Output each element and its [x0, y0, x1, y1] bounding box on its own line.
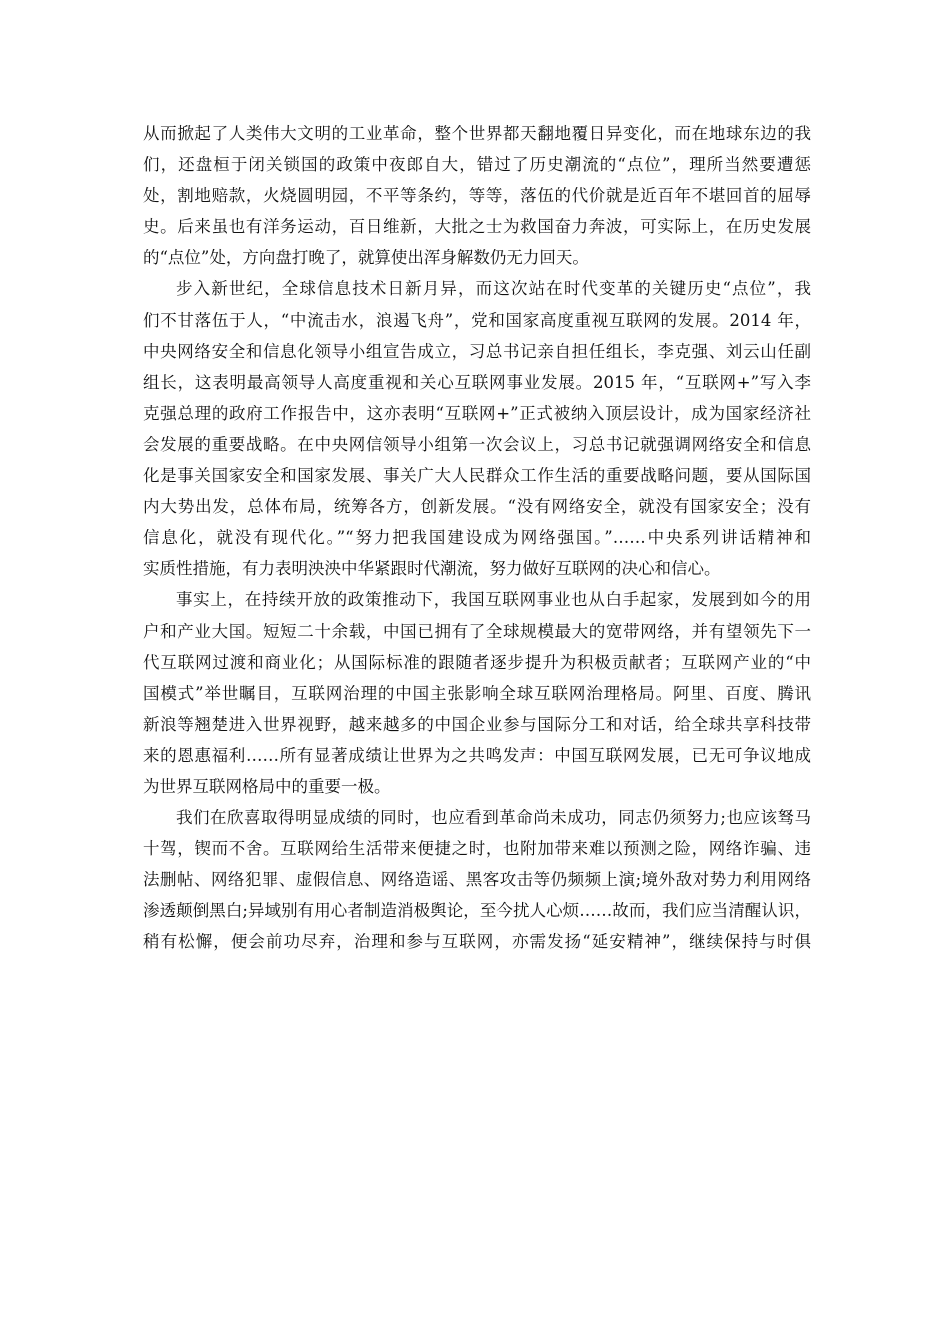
text-line: 们，还盘桓于闭关锁国的政策中夜郎自大，错过了历史潮流的“点位”，理所当然要遭惩: [143, 155, 811, 175]
text-line: 们不甘落伍于人，“中流击水，浪遏飞舟”，党和国家高度重视互联网的发展。2014 年，: [143, 310, 811, 330]
text-line: 法删帖、网络犯罪、虚假信息、网络造谣、黑客攻击等仍频频上演;境外敌对势力利用网络: [143, 870, 811, 890]
text-line: 来的恩惠福利……所有显著成绩让世界为之共鸣发声：中国互联网发展，已无可争议地成: [143, 745, 811, 765]
text-line: 国模式”举世瞩目，互联网治理的中国主张影响全球互联网治理格局。阿里、百度、腾讯: [143, 683, 811, 703]
text-line: 中央网络安全和信息化领导小组宣告成立，习总书记亲自担任组长，李克强、刘云山任副: [143, 341, 811, 361]
paragraph-3: [143, 584, 811, 802]
paragraph-1: [143, 118, 811, 273]
text-line: 实质性措施，有力表明泱泱中华紧跟时代潮流，努力做好互联网的决心和信心。: [143, 559, 721, 579]
text-line: 化是事关国家安全和国家发展、事关广大人民群众工作生活的重要战略问题，要从国际国: [143, 466, 811, 486]
text-line: 稍有松懈，便会前功尽弃，治理和参与互联网，亦需发扬“延安精神”，继续保持与时俱: [143, 932, 811, 952]
document-body: [143, 118, 811, 958]
text-line: 会发展的重要战略。在中央网信领导小组第一次会议上，习总书记就强调网络安全和信息: [143, 434, 811, 454]
text-line: 我们在欣喜取得明显成绩的同时，也应看到革命尚未成功，同志仍须努力;也应该驽马: [176, 808, 811, 828]
text-line: 十驾，锲而不舍。互联网给生活带来便捷之时，也附加带来难以预测之险，网络诈骗、违: [143, 839, 811, 859]
text-line: 的“点位”处，方向盘打晚了，就算使出浑身解数仍无力回天。: [143, 248, 589, 268]
paragraph-4: [143, 802, 811, 957]
text-line: 组长，这表明最高领导人高度重视和关心互联网事业发展。2015 年，“互联网+”写入李: [143, 372, 811, 392]
paragraph-2: [143, 273, 811, 584]
text-line: 新浪等翘楚进入世界视野，越来越多的中国企业参与国际分工和对话，给全球共享科技带: [143, 714, 811, 734]
text-line: 从而掀起了人类伟大文明的工业革命，整个世界都天翻地覆日异变化，而在地球东边的我: [143, 124, 811, 143]
text-line: 内大势出发，总体布局，统筹各方，创新发展。“没有网络安全，就没有国家安全；没有: [143, 497, 811, 517]
text-line: 史。后来虽也有洋务运动，百日维新，大批之士为救国奋力奔波，可实际上，在历史发展: [143, 217, 811, 237]
text-line: 为世界互联网格局中的重要一极。: [143, 776, 391, 796]
text-line: 事实上，在持续开放的政策推动下，我国互联网事业也从白手起家，发展到如今的用: [176, 590, 811, 610]
text-line: 代互联网过渡和商业化；从国际标准的跟随者逐步提升为积极贡献者；互联网产业的“中: [143, 652, 811, 672]
text-line: 克强总理的政府工作报告中，这亦表明“互联网+”正式被纳入顶层设计，成为国家经济社: [143, 403, 811, 423]
text-line: 处，割地赔款，火烧圆明园，不平等条约，等等，落伍的代价就是近百年不堪回首的屈辱: [143, 186, 811, 206]
text-line: 步入新世纪，全球信息技术日新月异，而这次站在时代变革的关键历史“点位”，我: [176, 279, 811, 299]
text-line: 信息化，就没有现代化。”“努力把我国建设成为网络强国。”……中央系列讲话精神和: [143, 528, 811, 548]
text-line: 渗透颠倒黑白;异域别有用心者制造消极舆论，至今扰人心烦……故而，我们应当清醒认识，: [143, 901, 811, 921]
text-line: 户和产业大国。短短二十余载，中国已拥有了全球规模最大的宽带网络，并有望领先下一: [143, 621, 811, 641]
